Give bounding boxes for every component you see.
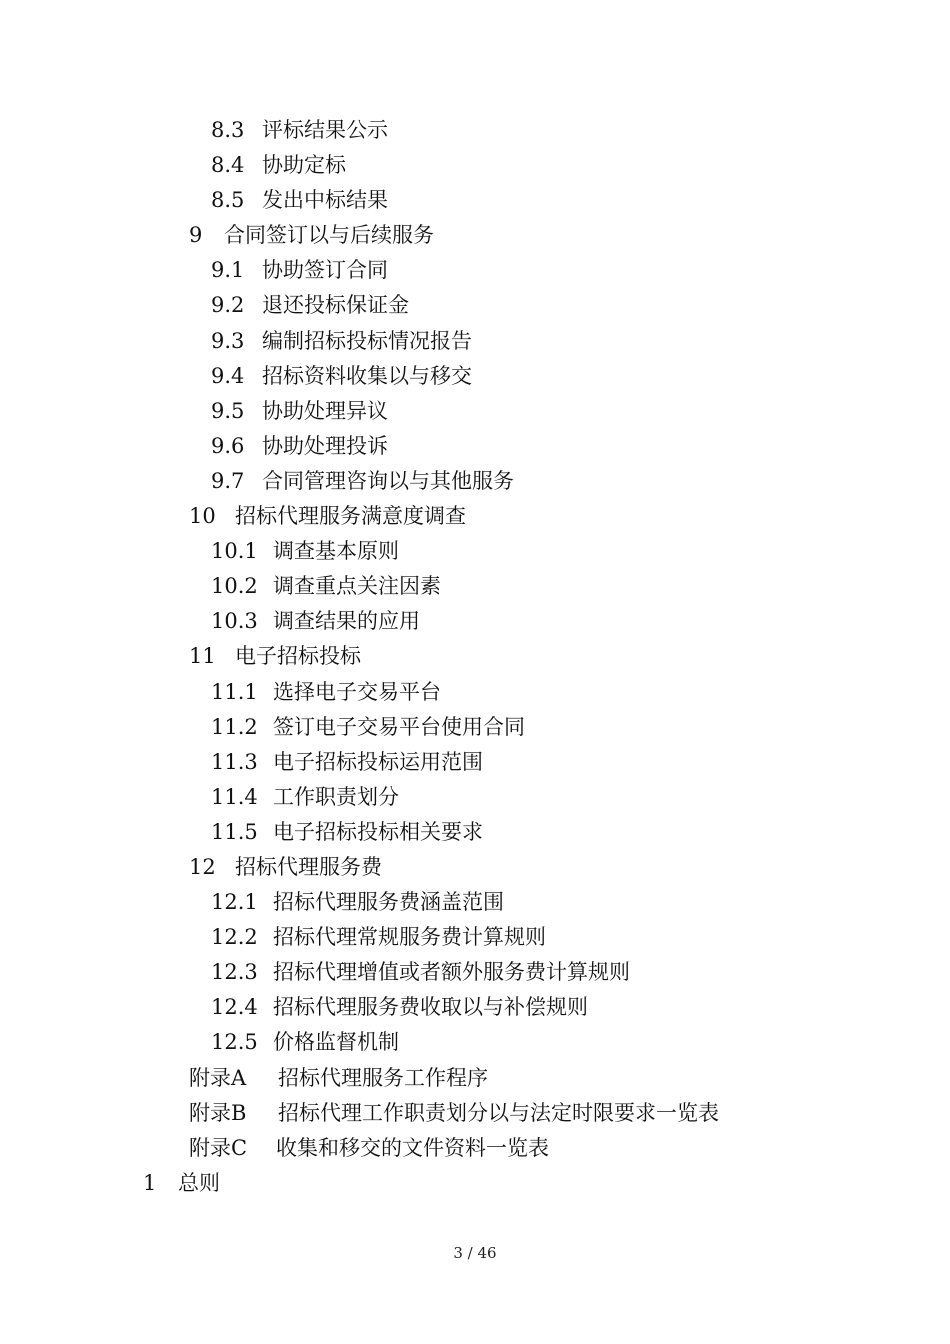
- toc-entry-number: 附录B: [189, 1100, 247, 1125]
- toc-entry: [0, 675, 950, 710]
- toc-entry: [0, 113, 950, 148]
- toc-entry-number: 10.2: [211, 574, 258, 599]
- toc-entry: [0, 253, 950, 288]
- toc-appendix-entry: [0, 1061, 950, 1096]
- toc-entry-number: 11.1: [211, 679, 258, 704]
- toc-entry-number: 12.4: [211, 995, 258, 1020]
- toc-entry-title: 发出中标结果: [262, 188, 388, 213]
- toc-entry-title: 招标代理工作职责划分以与法定时限要求一览表: [278, 1100, 719, 1125]
- toc-entry-number: 11.2: [211, 714, 258, 739]
- toc-entry-number: 12.5: [211, 1030, 258, 1055]
- toc-entry-title: 协助处理投诉: [262, 433, 388, 458]
- toc-entry: [0, 955, 950, 990]
- toc-entry: [0, 429, 950, 464]
- toc-entry-title: 调查重点关注因素: [273, 574, 441, 599]
- toc-entry: [0, 885, 950, 920]
- toc-entry-title: 工作职责划分: [273, 784, 399, 809]
- toc-entry-title: 电子招标投标: [235, 644, 361, 669]
- toc-entry-title: 价格监督机制: [273, 1030, 399, 1055]
- toc-entry: [0, 394, 950, 429]
- toc-entry-title: 协助定标: [262, 153, 346, 178]
- toc-entry-number: 9.3: [211, 328, 245, 353]
- toc-entry-number: 11.3: [211, 749, 258, 774]
- toc-entry-number: 附录C: [189, 1135, 248, 1160]
- toc-entry-number: 12: [189, 854, 216, 879]
- toc-entry-number: 12.3: [211, 960, 258, 985]
- toc-entry-number: 11: [189, 644, 216, 669]
- toc-entry-number: 9.5: [211, 398, 245, 423]
- toc-entry-title: 招标代理服务费涵盖范围: [273, 890, 504, 915]
- toc-entry: [0, 534, 950, 569]
- toc-entry-number: 附录A: [189, 1065, 247, 1090]
- toc-entry-number: 9.1: [211, 258, 245, 283]
- toc-entry: [0, 569, 950, 604]
- toc-entry-title: 协助处理异议: [262, 398, 388, 423]
- chapter-number: 1: [143, 1170, 157, 1195]
- toc-entry-title: 招标资料收集以与移交: [262, 363, 472, 388]
- toc-entry: [0, 288, 950, 323]
- toc-entry-title: 合同管理咨询以与其他服务: [262, 468, 514, 493]
- toc-entry-title: 合同签订以与后续服务: [224, 223, 434, 248]
- toc-entry-title: 收集和移交的文件资料一览表: [276, 1135, 549, 1160]
- toc-entry-title: 电子招标投标相关要求: [273, 819, 483, 844]
- toc-entry-number: 11.5: [211, 819, 258, 844]
- toc-entry-number: 9.2: [211, 293, 245, 318]
- toc-entry: [0, 148, 950, 183]
- chapter-title: 总则: [178, 1170, 220, 1195]
- toc-entry: [0, 710, 950, 745]
- toc-entry: [0, 183, 950, 218]
- toc-entry-number: 9.4: [211, 363, 245, 388]
- toc-appendix-entry: [0, 1131, 950, 1166]
- toc-entry-title: 选择电子交易平台: [273, 679, 441, 704]
- toc-entry: [0, 324, 950, 359]
- toc-entry-number: 8.5: [211, 188, 245, 213]
- toc-entry: [0, 1025, 950, 1060]
- toc-entry-number: 9.7: [211, 468, 245, 493]
- toc-entry-title: 招标代理常规服务费计算规则: [273, 925, 546, 950]
- toc-entry-title: 评标结果公示: [262, 118, 388, 142]
- toc-entry-title: 协助签订合同: [262, 258, 388, 283]
- toc-entry-title: 招标代理服务满意度调查: [235, 504, 466, 529]
- toc-appendix-entry: [0, 1096, 950, 1131]
- toc-entry-title: 退还投标保证金: [262, 293, 409, 318]
- page-number: 3 / 46: [453, 1244, 497, 1262]
- toc-entry: [0, 218, 950, 253]
- toc-entry-title: 招标代理服务费收取以与补偿规则: [273, 995, 588, 1020]
- toc-entry: [0, 850, 950, 885]
- toc-entry-title: 调查基本原则: [273, 539, 399, 564]
- toc-entry: [0, 780, 950, 815]
- toc-entry: [0, 359, 950, 394]
- toc-entry-number: 11.4: [211, 784, 258, 809]
- toc-entry-number: 12.2: [211, 925, 258, 950]
- toc-entry: [0, 604, 950, 639]
- toc-entry-number: 8.3: [211, 118, 245, 142]
- toc-entry-title: 招标代理服务费: [235, 854, 382, 879]
- chapter-heading: [0, 1166, 950, 1201]
- toc-entry-title: 调查结果的应用: [273, 609, 420, 634]
- toc-entry: [0, 639, 950, 674]
- toc-entry-title: 招标代理增值或者额外服务费计算规则: [273, 960, 630, 985]
- toc-entry-number: 9.6: [211, 433, 245, 458]
- table-of-contents: [0, 113, 950, 1201]
- toc-entry: [0, 990, 950, 1025]
- toc-entry: [0, 464, 950, 499]
- toc-entry: [0, 499, 950, 534]
- toc-entry: [0, 920, 950, 955]
- toc-entry-number: 8.4: [211, 153, 245, 178]
- toc-entry-number: 10.3: [211, 609, 258, 634]
- toc-entry-title: 编制招标投标情况报告: [262, 328, 472, 353]
- toc-entry-title: 招标代理服务工作程序: [278, 1065, 488, 1090]
- toc-entry-number: 12.1: [211, 890, 258, 915]
- toc-entry-number: 10: [189, 504, 216, 529]
- toc-entry: [0, 745, 950, 780]
- toc-entry-title: 签订电子交易平台使用合同: [273, 714, 525, 739]
- toc-entry-title: 电子招标投标运用范围: [273, 749, 483, 774]
- toc-entry-number: 9: [189, 223, 203, 248]
- toc-entry: [0, 815, 950, 850]
- toc-entry-number: 10.1: [211, 539, 258, 564]
